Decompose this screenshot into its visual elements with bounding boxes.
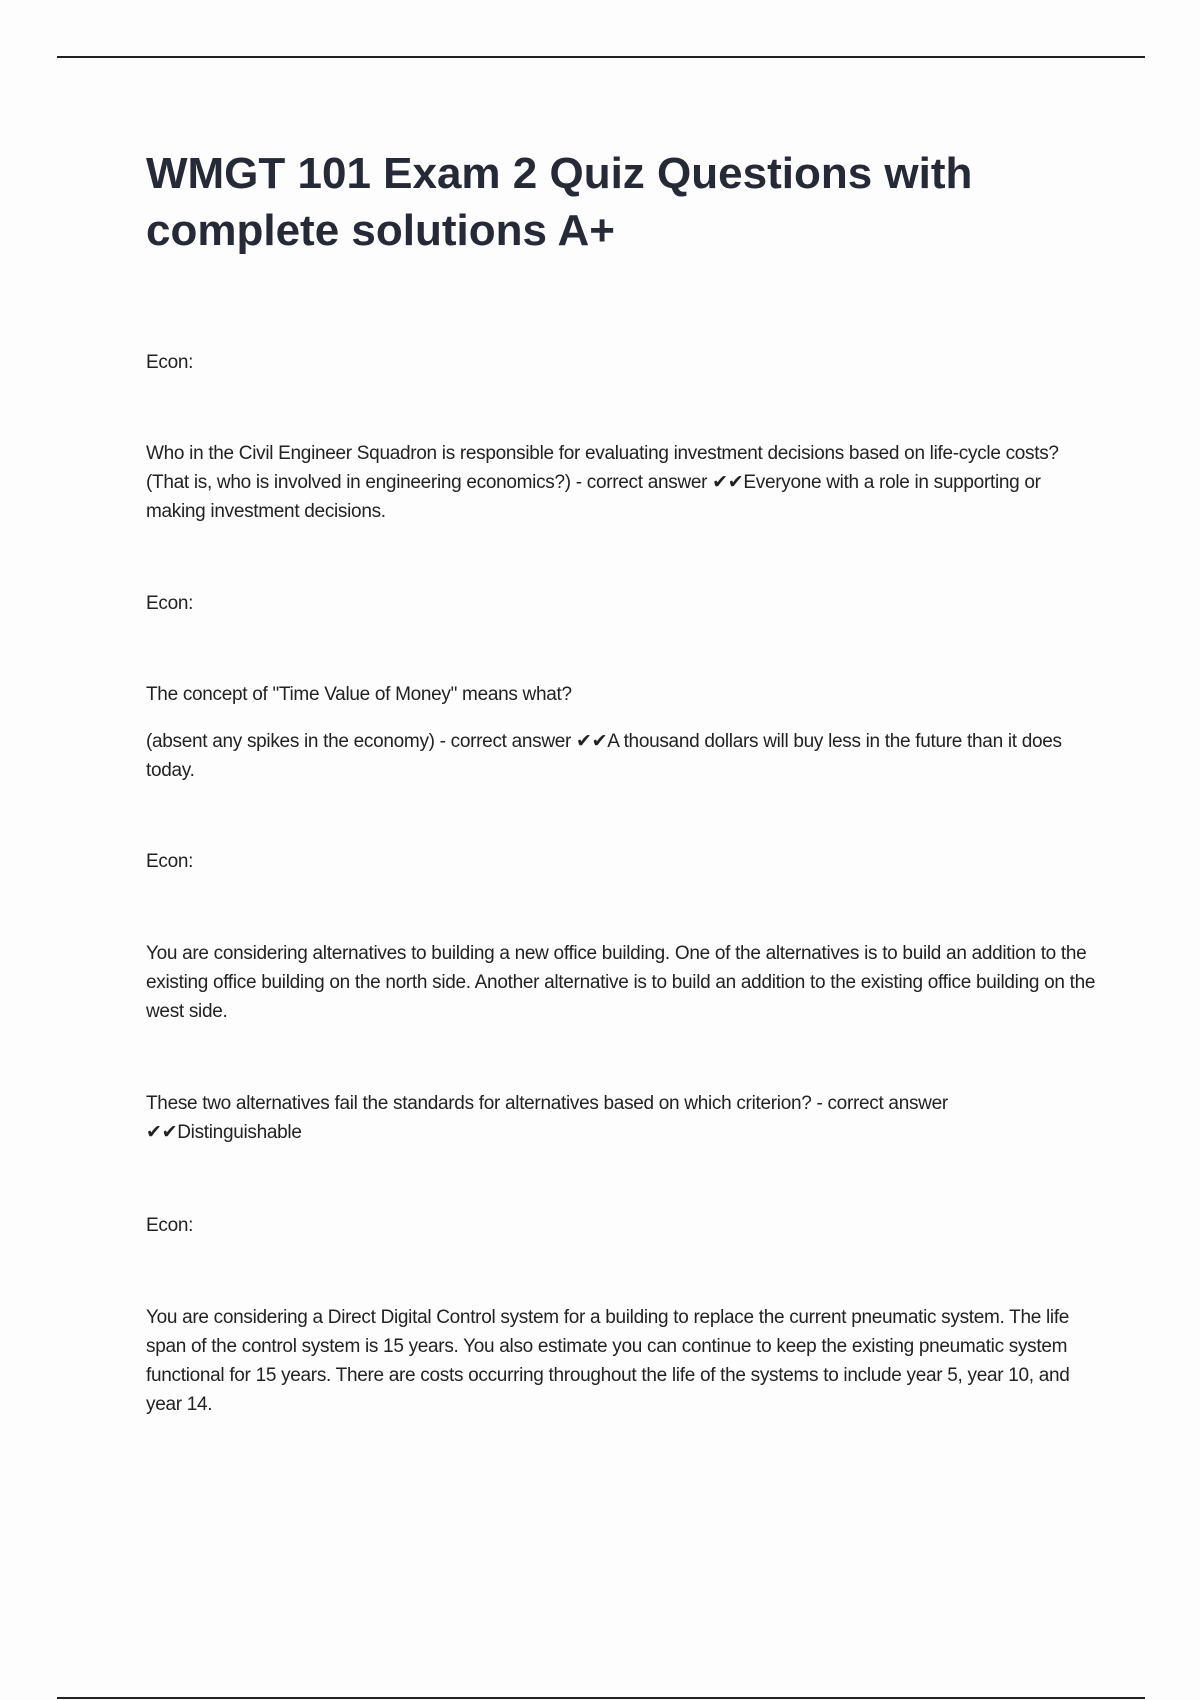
question-text: You are considering alternatives to building a new office building. One of the alternatives is to build an addition to the existing office building on the north side. Another alternative is to build an addition to the existing office building on the west side. — [146, 943, 1096, 1022]
question-text: Who in the Civil Engineer Squadron is responsible for evaluating investment decisions based on life-cycle costs? (That is, who is involved in engineering economics?) - correct answer ✔✔Everyone with a role in supporting or making investment decisions. — [146, 443, 1059, 522]
answer-text: These two alternatives fail the standards for alternatives based on which criterion? - correct answer ✔✔Distinguishable — [146, 1093, 948, 1143]
section-label: Econ: — [146, 1215, 194, 1236]
section-label: Econ: — [146, 593, 194, 614]
section-label: Econ: — [146, 352, 194, 373]
document-title: WMGT 101 Exam 2 Quiz Questions with complete solutions A+ — [146, 149, 973, 255]
question-text: You are considering a Direct Digital Control system for a building to replace the current pneumatic system. The life span of the control system is 15 years. You also estimate you can continue to keep the existing pneumatic system functional for 15 years. There are costs occurring throughout the life of the systems to include year 5, year 10, and year 14. — [146, 1307, 1070, 1415]
bottom-rule — [57, 1697, 1145, 1699]
question-text: The concept of "Time Value of Money" means what? — [146, 684, 572, 705]
section-label: Econ: — [146, 851, 194, 872]
answer-text: (absent any spikes in the economy) - correct answer ✔✔A thousand dollars will buy less in the future than it does today. — [146, 731, 1062, 781]
top-rule — [57, 56, 1145, 58]
